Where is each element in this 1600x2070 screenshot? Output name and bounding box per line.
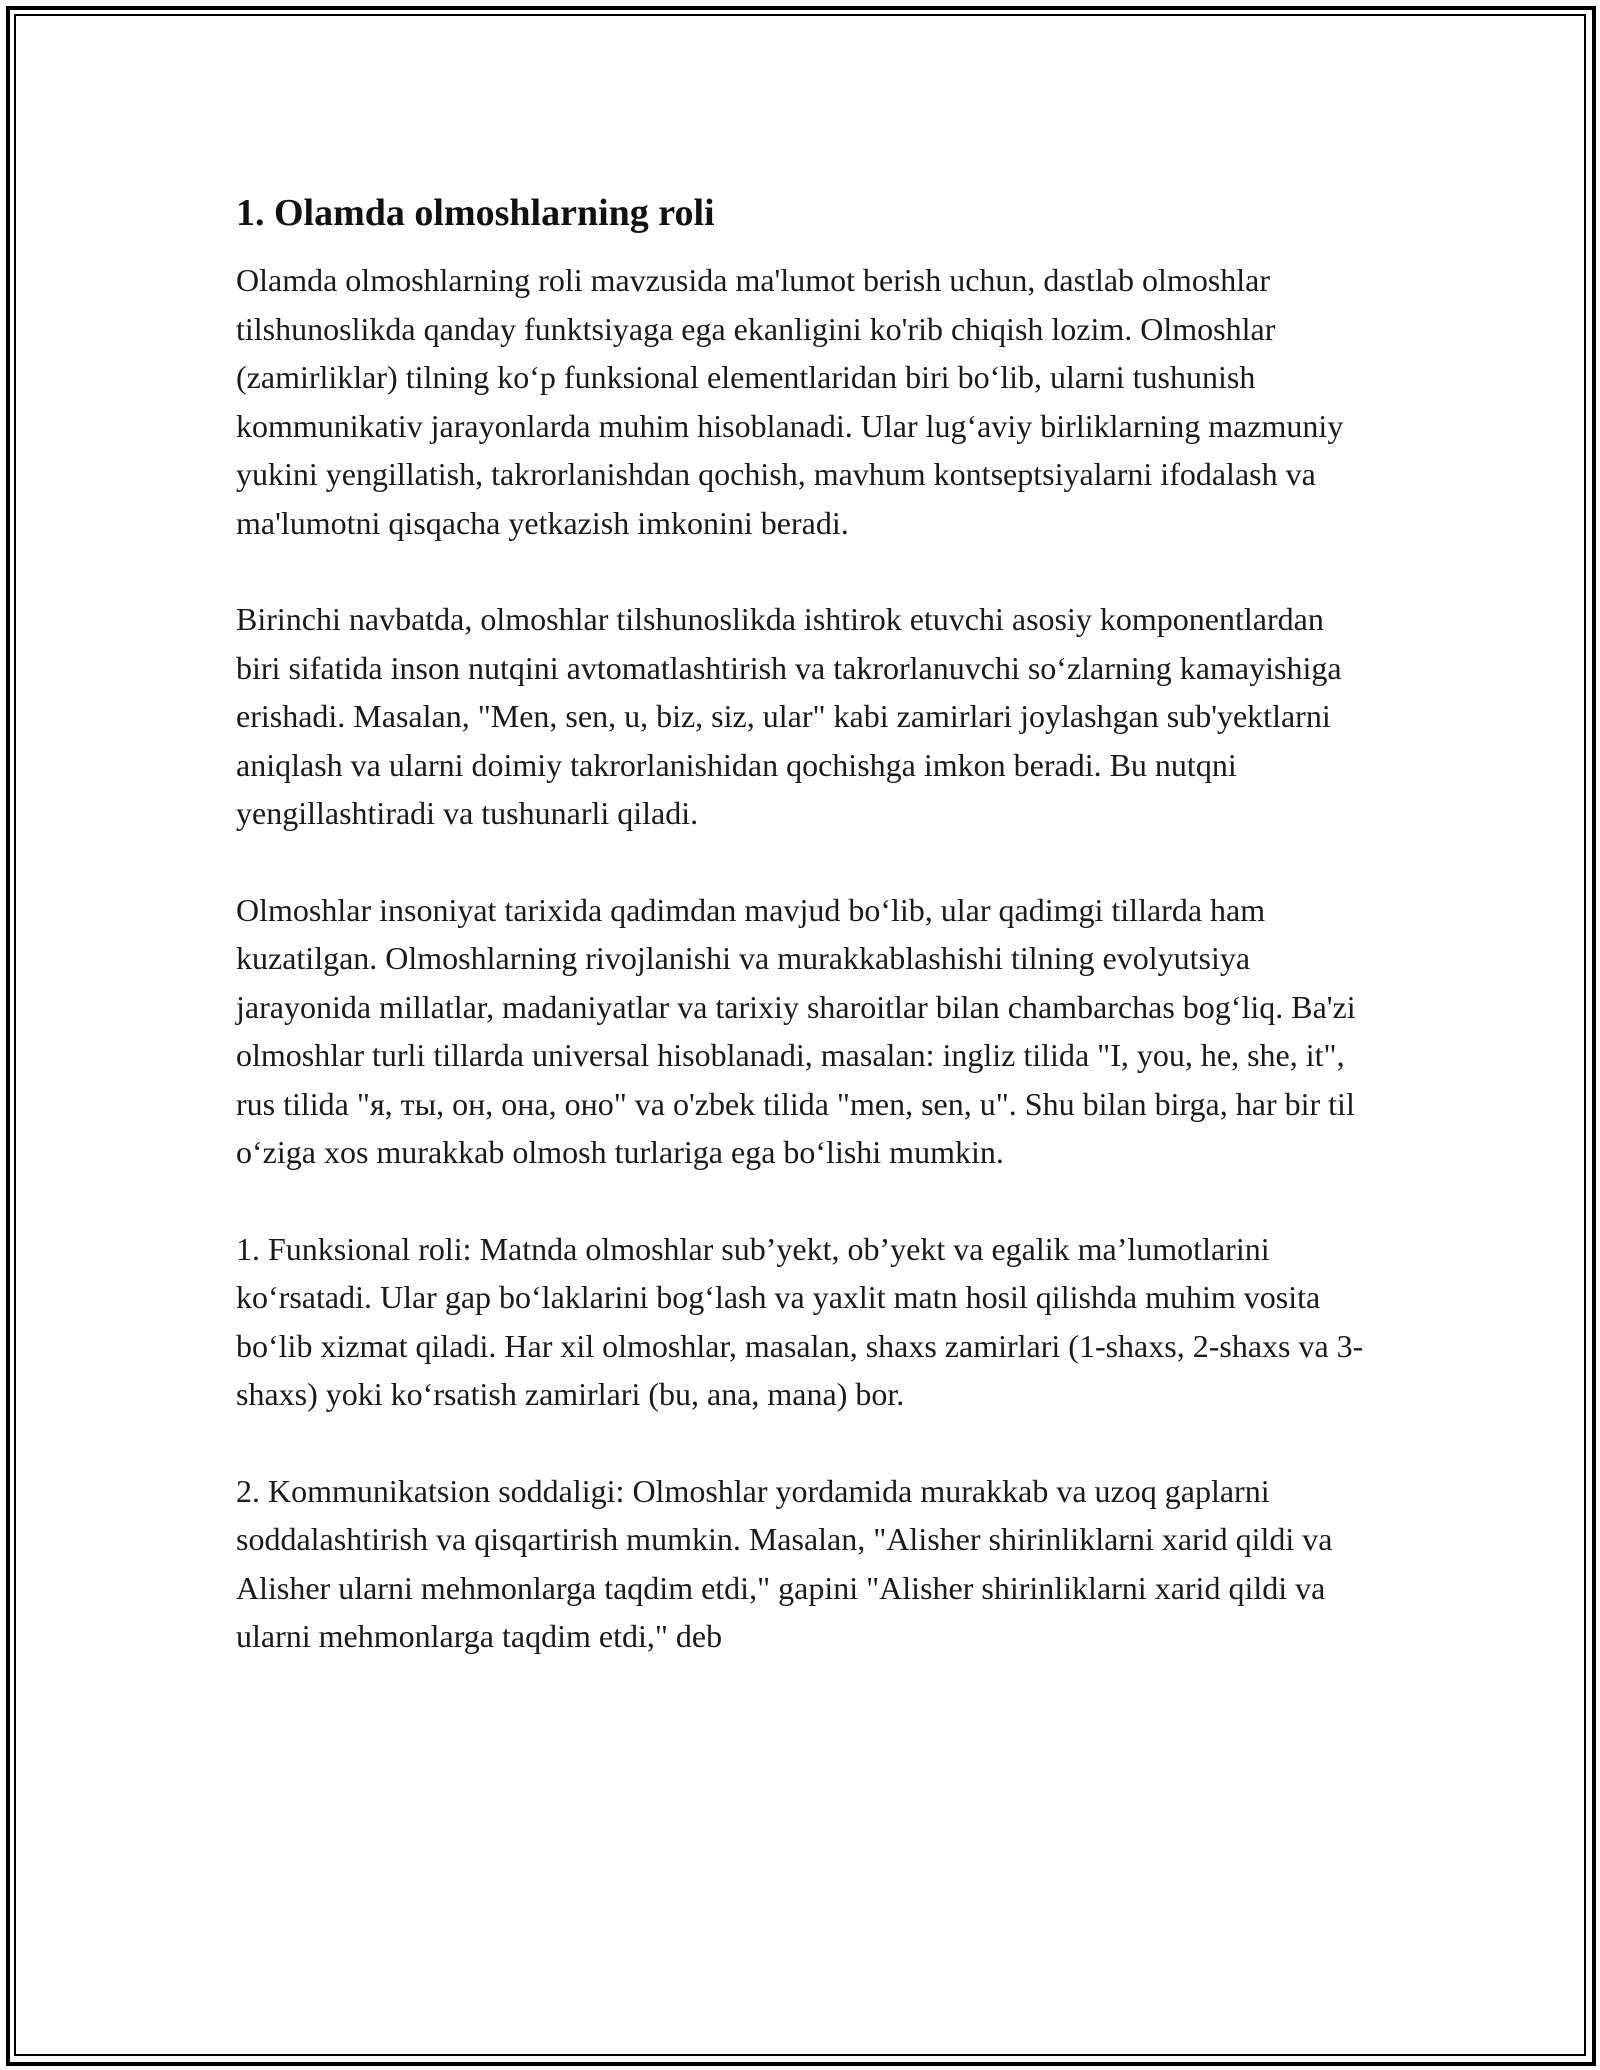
paragraph-intro: Olamda olmoshlarning roli mavzusida ma'lumot berish uchun, dastlab olmoshlar tilshunoslikda qanday funktsiyaga ega ekanligini ko'rib chiqish lozim. Olmoshlar (zamirliklar) tilning koʻp funksional elementlaridan biri boʻlib, ularni tushunish kommunikativ jarayonlarda muhim hisoblanadi. Ular lugʻaviy birliklarning mazmuniy yukini yengillatish, takrorlanishdan qochish, mavhum kontseptsiyalarni ifodalash va ma'lumotni qisqacha yetkazish imkonini beradi.: [236, 262, 1344, 541]
section-heading: 1. Olamda olmoshlarning roli: [236, 192, 715, 234]
paragraph-functional-role: 1. Funksional roli: Matnda olmoshlar sub’yekt, ob’yekt va egalik ma’lumotlarini koʻrsatadi. Ular gap boʻlaklarini bogʻlash va yaxlit matn hosil qilishda muhim vosita boʻlib xizmat qiladi. Har xil olmoshlar, masalan, shaxs zamirlari (1-shaxs, 2-shaxs va 3-shaxs) yoki koʻrsatish zamirlari (bu, ana, mana) bor.: [236, 1230, 1364, 1412]
document-body: [236, 188, 1376, 1709]
paragraph-first-role: Birinchi navbatda, olmoshlar tilshunoslikda ishtirok etuvchi asosiy komponentlardan biri sifatida inson nutqini avtomatlashtirish va takrorlanuvchi soʻzlarning kamayishiga erishadi. Masalan, "Men, sen, u, biz, siz, ular" kabi zamirlari joylashgan sub'yektlarni aniqlash va ularni doimiy takrorlanishidan qochishga imkon beradi. Bu nutqni yengillashtiradi va tushunarli qiladi.: [236, 601, 1342, 831]
paragraph-communicative-simplicity: 2. Kommunikatsion soddaligi: Olmoshlar yordamida murakkab va uzoq gaplarni soddalashtirish va qisqartirish mumkin. Masalan, "Alisher shirinliklarni xarid qildi va Alisher ularni mehmonlarga taqdim etdi," gapini "Alisher shirinliklarni xarid qildi va ularni mehmonlarga taqdim etdi," deb: [236, 1472, 1333, 1654]
paragraph-history: Olmoshlar insoniyat tarixida qadimdan mavjud boʻlib, ular qadimgi tillarda ham kuzatilgan. Olmoshlarning rivojlanishi va murakkablashishi tilning evolyutsiya jarayonida millatlar, madaniyatlar va tarixiy sharoitlar bilan chambarchas bogʻliq. Ba'zi olmoshlar turli tillarda universal hisoblanadi, masalan: ingliz tilida "I, you, he, she, it", rus tilida "я, ты, он, она, оно" va o'zbek tilida "men, sen, u". Shu bilan birga, har bir til oʻziga xos murakkab olmosh turlariga ega boʻlishi mumkin.: [236, 891, 1356, 1170]
